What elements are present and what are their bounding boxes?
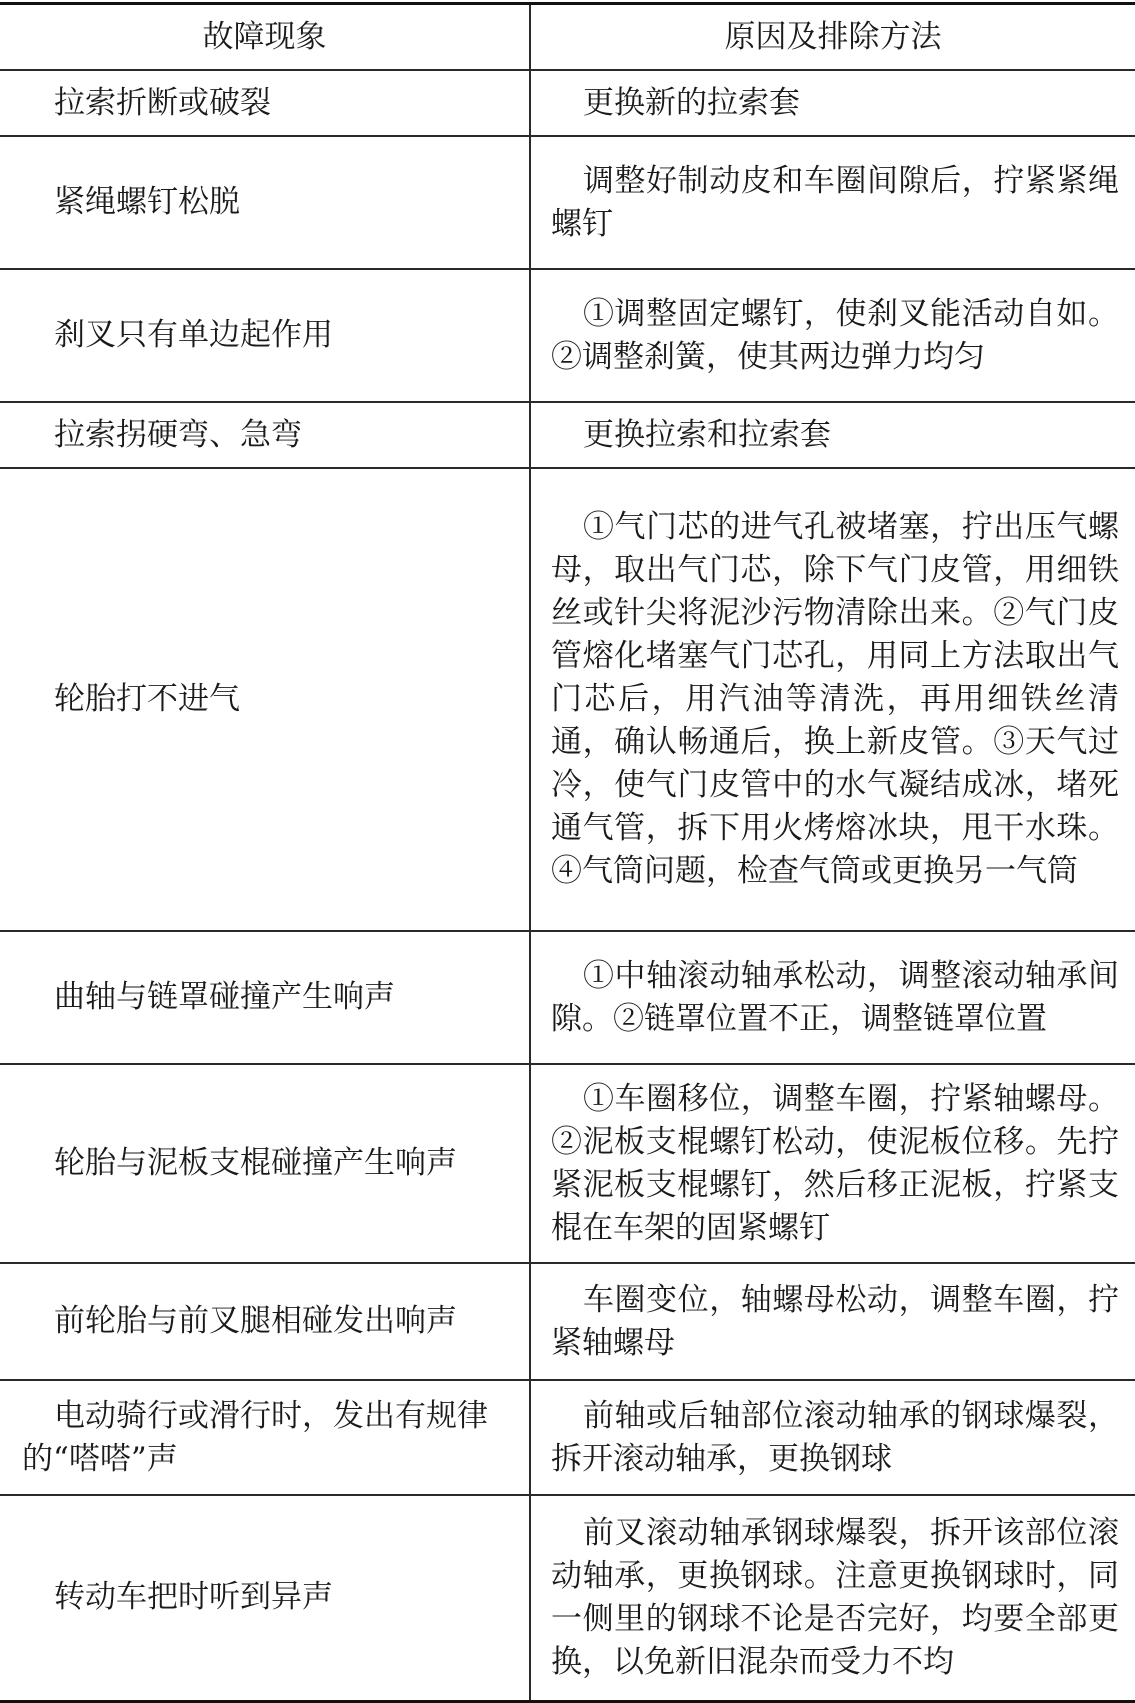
symptom-cell: 拉索拐硬弯、急弯	[0, 402, 530, 468]
table-row	[0, 70, 1135, 136]
table-row	[0, 269, 1135, 402]
remedy-cell: 更换拉索和拉索套	[530, 402, 1135, 468]
symptom-cell: 轮胎打不进气	[0, 468, 530, 931]
remedy-cell: ①车圈移位，调整车圈，拧紧轴螺母。②泥板支棍螺钉松动，使泥板位移。先拧紧泥板支棍螺钉，然后移正泥板，拧紧支棍在车架的固紧螺钉	[530, 1064, 1135, 1263]
symptom-cell: 拉索折断或破裂	[0, 70, 530, 136]
symptom-cell: 前轮胎与前叉腿相碰发出响声	[0, 1263, 530, 1380]
symptom-cell: 轮胎与泥板支棍碰撞产生响声	[0, 1064, 530, 1263]
remedy-cell: ①中轴滚动轴承松动，调整滚动轴承间隙。②链罩位置不正，调整链罩位置	[530, 931, 1135, 1064]
symptom-cell: 曲轴与链罩碰撞产生响声	[0, 931, 530, 1064]
header-symptom: 故障现象	[0, 4, 530, 71]
remedy-cell: 更换新的拉索套	[530, 70, 1135, 136]
remedy-cell: 前叉滚动轴承钢球爆裂，拆开该部位滚动轴承，更换钢球。注意更换钢球时，同一侧里的钢球不论是否完好，均要全部更换，以免新旧混杂而受力不均	[530, 1495, 1135, 1701]
symptom-cell: 刹叉只有单边起作用	[0, 269, 530, 402]
symptom-cell: 转动车把时听到异声	[0, 1495, 530, 1701]
fault-table	[0, 2, 1135, 1703]
table-row	[0, 402, 1135, 468]
table-row	[0, 1380, 1135, 1495]
remedy-cell: 前轴或后轴部位滚动轴承的钢球爆裂，拆开滚动轴承，更换钢球	[530, 1380, 1135, 1495]
header-remedy: 原因及排除方法	[530, 4, 1135, 71]
table-row	[0, 468, 1135, 931]
table-row	[0, 931, 1135, 1064]
remedy-cell: ①气门芯的进气孔被堵塞，拧出压气螺母，取出气门芯，除下气门皮管，用细铁丝或针尖将泥沙污物清除出来。②气门皮管熔化堵塞气门芯孔，用同上方法取出气门芯后，用汽油等清洗，再用细铁丝清通，确认畅通后，换上新皮管。③天气过冷，使气门皮管中的水气凝结成冰，堵死通气管，拆下用火烤熔冰块，甩干水珠。④气筒问题，检查气筒或更换另一气筒	[530, 468, 1135, 931]
remedy-cell: 车圈变位，轴螺母松动，调整车圈，拧紧轴螺母	[530, 1263, 1135, 1380]
table-row	[0, 1263, 1135, 1380]
symptom-cell: 紧绳螺钉松脱	[0, 136, 530, 269]
table-row	[0, 1064, 1135, 1263]
remedy-cell: ①调整固定螺钉，使刹叉能活动自如。②调整刹簧，使其两边弹力均匀	[530, 269, 1135, 402]
header-row	[0, 4, 1135, 71]
table-row	[0, 1495, 1135, 1701]
symptom-cell: 电动骑行或滑行时，发出有规律的“嗒嗒”声	[0, 1380, 530, 1495]
remedy-cell: 调整好制动皮和车圈间隙后，拧紧紧绳螺钉	[530, 136, 1135, 269]
table-row	[0, 136, 1135, 269]
